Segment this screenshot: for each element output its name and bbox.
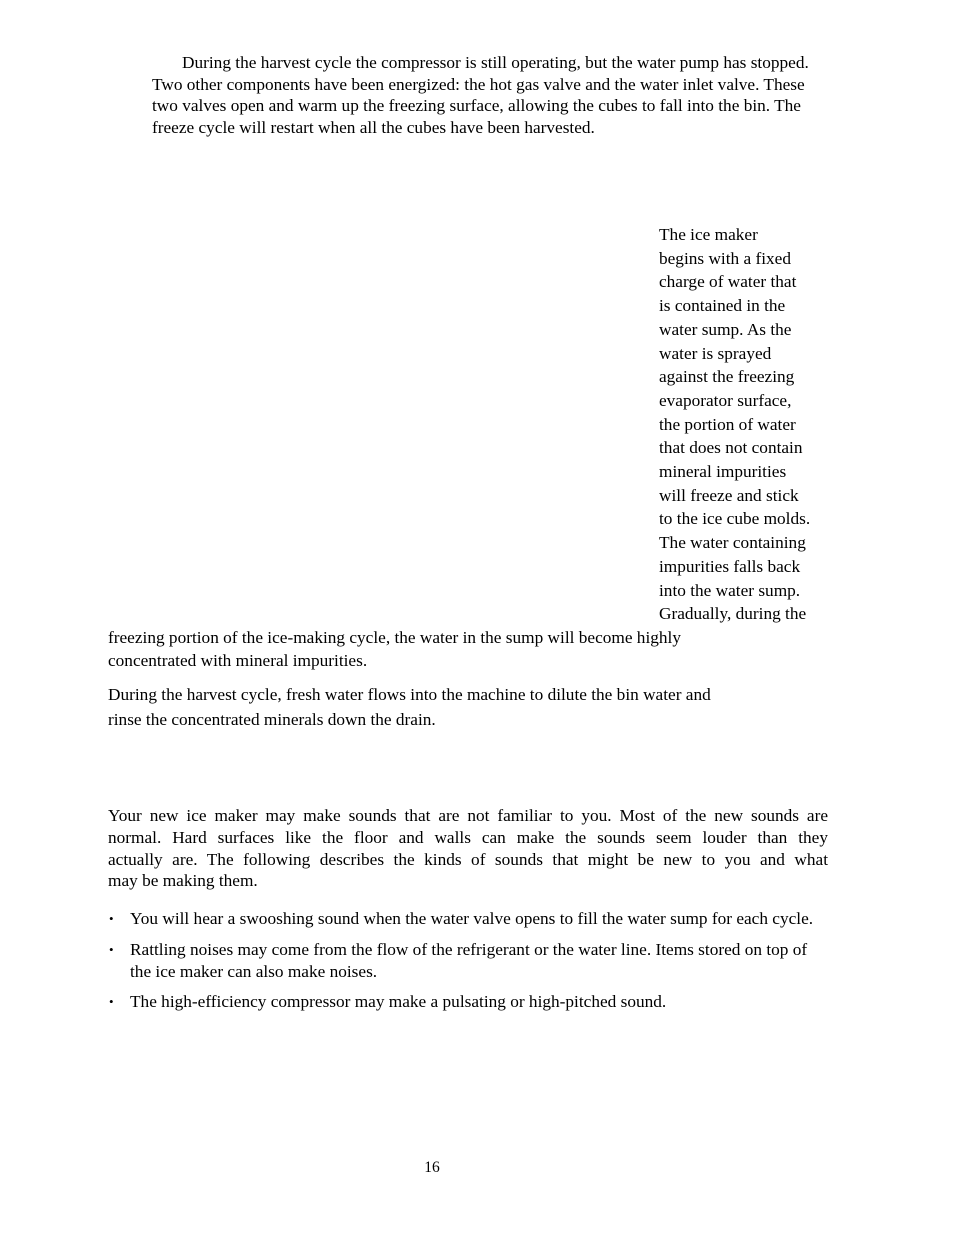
bullet-icon: •	[109, 911, 114, 926]
text-line: impurities falls back	[659, 556, 801, 576]
text-line: that does not contain	[659, 438, 803, 458]
text-line: normal. Hard surfaces like the floor and walls can make the sounds seem louder than they	[108, 827, 828, 847]
bullet-icon: •	[109, 941, 114, 957]
text-line: is contained in the	[659, 296, 786, 316]
bullet-icon: •	[109, 994, 114, 1010]
text-line: water sump. As the	[659, 319, 792, 339]
text-line: Gradually, during the	[659, 604, 807, 624]
text-line: freezing portion of the ice-making cycle, the water in the sump will become highly	[108, 628, 681, 647]
page-number: 16	[424, 1159, 440, 1176]
list-item-text: Rattling noises may come from the flow of the refrigerant or the water line. Items stored on top of the ice maker can also make noises.	[130, 939, 808, 981]
text-line: will freeze and stick	[659, 485, 799, 505]
list-item-text: The high-efficiency compressor may make a pulsating or high-pitched sound.	[130, 992, 667, 1012]
text-line: During the harvest cycle, fresh water flows into the machine to dilute the bin water and	[108, 685, 711, 704]
list-item	[108, 939, 828, 983]
harvest-cycle-paragraph: During the harvest cycle the compressor is still operating, but the water pump has stopped. Two other components have been energized: the hot gas valve and the water inlet valve. These two valves open and warm up the freezing surface, allowing the cubes to fall into the bin. The freeze cycle will restart when all the cubes have been harvested.	[152, 53, 809, 137]
ice-maker-paragraph-continuation	[108, 626, 838, 672]
list-item-text: You will hear a swooshing sound when the water valve opens to fill the water sump for each cycle.	[130, 909, 814, 928]
text-line: evaporator surface,	[659, 390, 792, 410]
list-item	[108, 991, 828, 1013]
fresh-water-paragraph	[108, 682, 838, 732]
text-line: The ice maker	[659, 225, 758, 244]
text-line: against the freezing	[659, 367, 795, 387]
text-line: water is sprayed	[659, 343, 772, 363]
text-line: actually are. The following describes the kinds of sounds that might be new to you and what	[108, 849, 828, 869]
text-line: concentrated with mineral impurities.	[108, 651, 368, 670]
sounds-bullet-list	[108, 908, 828, 1022]
text-line: Your new ice maker may make sounds that are not familiar to you. Most of the new sounds are	[108, 806, 828, 825]
text-line: to the ice cube molds.	[659, 509, 811, 529]
text-line: into the water sump.	[659, 580, 801, 600]
sounds-intro-paragraph	[108, 805, 828, 892]
list-item	[108, 908, 828, 930]
ice-maker-paragraph-side-column	[659, 223, 839, 626]
text-line: may be making them.	[108, 871, 258, 891]
text-line: begins with a fixed	[659, 248, 791, 268]
text-line: mineral impurities	[659, 462, 787, 482]
text-line: charge of water that	[659, 272, 797, 292]
text-line: rinse the concentrated minerals down the drain.	[108, 710, 436, 729]
text-line: The water containing	[659, 533, 806, 553]
text-line: the portion of water	[659, 414, 796, 434]
